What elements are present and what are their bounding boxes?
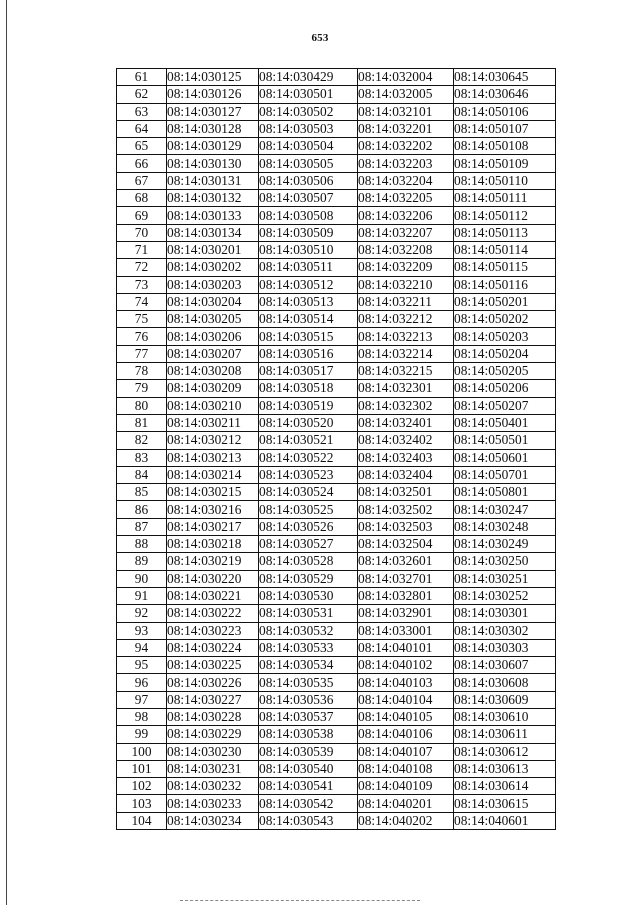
table-row (117, 691, 556, 708)
table-row (117, 311, 556, 328)
row-number-cell: 64 (117, 120, 167, 137)
row-number-cell: 73 (117, 276, 167, 293)
table-row (117, 657, 556, 674)
cadastral-code-cell: 08:14:032211 (358, 293, 454, 310)
table-row (117, 397, 556, 414)
cadastral-code-cell: 08:14:030211 (167, 414, 259, 431)
cadastral-code-cell: 08:14:030221 (167, 587, 259, 604)
cadastral-code-cell: 08:14:032402 (358, 432, 454, 449)
table-row (117, 224, 556, 241)
row-number-cell: 99 (117, 726, 167, 743)
cadastral-code-cell: 08:14:030134 (167, 224, 259, 241)
cadastral-code-cell: 08:14:030503 (259, 120, 358, 137)
row-number-cell: 68 (117, 190, 167, 207)
cadastral-code-cell: 08:14:030608 (454, 674, 556, 691)
row-number-cell: 96 (117, 674, 167, 691)
cadastral-code-cell: 08:14:030218 (167, 536, 259, 553)
cadastral-code-cell: 08:14:032501 (358, 484, 454, 501)
cadastral-code-cell: 08:14:030125 (167, 69, 259, 86)
cadastral-code-cell: 08:14:030517 (259, 363, 358, 380)
cadastral-code-cell: 08:14:030224 (167, 639, 259, 656)
cadastral-code-cell: 08:14:030212 (167, 432, 259, 449)
cadastral-code-cell: 08:14:030210 (167, 397, 259, 414)
row-number-cell: 90 (117, 570, 167, 587)
cadastral-code-cell: 08:14:050109 (454, 155, 556, 172)
cadastral-code-cell: 08:14:050601 (454, 449, 556, 466)
page-left-border (6, 0, 7, 905)
cadastral-code-cell: 08:14:030302 (454, 622, 556, 639)
cadastral-code-cell: 08:14:032504 (358, 536, 454, 553)
cadastral-code-cell: 08:14:050801 (454, 484, 556, 501)
table-row (117, 674, 556, 691)
cadastral-code-cell: 08:14:040105 (358, 708, 454, 725)
cadastral-code-cell: 08:14:030607 (454, 657, 556, 674)
row-number-cell: 86 (117, 501, 167, 518)
table-row (117, 69, 556, 86)
row-number-cell: 100 (117, 743, 167, 760)
cadastral-code-cell: 08:14:030217 (167, 518, 259, 535)
cadastral-code-cell: 08:14:030522 (259, 449, 358, 466)
cadastral-code-cell: 08:14:030131 (167, 172, 259, 189)
table-row (117, 190, 556, 207)
table-row (117, 812, 556, 829)
table-row (117, 241, 556, 258)
cadastral-code-cell: 08:14:050107 (454, 120, 556, 137)
cadastral-code-cell: 08:14:030220 (167, 570, 259, 587)
cadastral-code-cell: 08:14:030230 (167, 743, 259, 760)
cadastral-code-cell: 08:14:030225 (167, 657, 259, 674)
row-number-cell: 69 (117, 207, 167, 224)
cadastral-code-cell: 08:14:032502 (358, 501, 454, 518)
row-number-cell: 72 (117, 259, 167, 276)
cadastral-code-cell: 08:14:030512 (259, 276, 358, 293)
row-number-cell: 77 (117, 345, 167, 362)
cadastral-code-cell: 08:14:030219 (167, 553, 259, 570)
cadastral-code-cell: 08:14:030429 (259, 69, 358, 86)
cadastral-code-cell: 08:14:030223 (167, 622, 259, 639)
cadastral-code-cell: 08:14:032207 (358, 224, 454, 241)
cadastral-code-cell: 08:14:030222 (167, 605, 259, 622)
cadastral-code-cell: 08:14:030252 (454, 587, 556, 604)
row-number-cell: 91 (117, 587, 167, 604)
cadastral-code-cell: 08:14:032403 (358, 449, 454, 466)
cadastral-code-cell: 08:14:030502 (259, 103, 358, 120)
cadastral-code-cell: 08:14:050112 (454, 207, 556, 224)
row-number-cell: 82 (117, 432, 167, 449)
cadastral-code-cell: 08:14:030248 (454, 518, 556, 535)
table-row (117, 345, 556, 362)
row-number-cell: 62 (117, 86, 167, 103)
cadastral-code-cell: 08:14:030132 (167, 190, 259, 207)
cadastral-code-cell: 08:14:050106 (454, 103, 556, 120)
row-number-cell: 78 (117, 363, 167, 380)
cadastral-code-cell: 08:14:030539 (259, 743, 358, 760)
cadastral-code-cell: 08:14:030516 (259, 345, 358, 362)
cadastral-code-cell: 08:14:030612 (454, 743, 556, 760)
cadastral-code-cell: 08:14:032214 (358, 345, 454, 362)
cadastral-code-cell: 08:14:030533 (259, 639, 358, 656)
cadastral-code-cell: 08:14:050113 (454, 224, 556, 241)
table-row (117, 380, 556, 397)
table-row (117, 726, 556, 743)
row-number-cell: 98 (117, 708, 167, 725)
cadastral-code-cell: 08:14:030206 (167, 328, 259, 345)
cadastral-code-cell: 08:14:030215 (167, 484, 259, 501)
cadastral-code-cell: 08:14:032208 (358, 241, 454, 258)
cadastral-code-cell: 08:14:040109 (358, 778, 454, 795)
cadastral-code-cell: 08:14:032203 (358, 155, 454, 172)
cadastral-code-cell: 08:14:030128 (167, 120, 259, 137)
cadastral-code-cell: 08:14:030540 (259, 760, 358, 777)
row-number-cell: 102 (117, 778, 167, 795)
cadastral-code-cell: 08:14:030510 (259, 241, 358, 258)
cadastral-code-cell: 08:14:030501 (259, 86, 358, 103)
row-number-cell: 95 (117, 657, 167, 674)
cadastral-code-cell: 08:14:030303 (454, 639, 556, 656)
cadastral-code-cell: 08:14:050202 (454, 311, 556, 328)
cadastral-code-cell: 08:14:050201 (454, 293, 556, 310)
cadastral-code-cell: 08:14:050115 (454, 259, 556, 276)
cadastral-code-cell: 08:14:030233 (167, 795, 259, 812)
cadastral-code-cell: 08:14:030514 (259, 311, 358, 328)
table-row (117, 466, 556, 483)
row-number-cell: 61 (117, 69, 167, 86)
cadastral-code-cell: 08:14:030207 (167, 345, 259, 362)
cadastral-code-cell: 08:14:030507 (259, 190, 358, 207)
cadastral-code-cell: 08:14:050401 (454, 414, 556, 431)
table-row (117, 587, 556, 604)
cadastral-code-cell: 08:14:030646 (454, 86, 556, 103)
table-row (117, 778, 556, 795)
row-number-cell: 67 (117, 172, 167, 189)
cadastral-code-cell: 08:14:030615 (454, 795, 556, 812)
table-row (117, 605, 556, 622)
cadastral-code-cell: 08:14:050116 (454, 276, 556, 293)
cadastral-code-cell: 08:14:032701 (358, 570, 454, 587)
page-number: 653 (311, 32, 329, 44)
cadastral-code-cell: 08:14:032801 (358, 587, 454, 604)
row-number-cell: 75 (117, 311, 167, 328)
cadastral-code-cell: 08:14:032404 (358, 466, 454, 483)
table-row (117, 432, 556, 449)
cadastral-code-cell: 08:14:032004 (358, 69, 454, 86)
cadastral-code-cell: 08:14:030535 (259, 674, 358, 691)
cadastral-code-cell: 08:14:040104 (358, 691, 454, 708)
table-row (117, 86, 556, 103)
cadastral-code-cell: 08:14:050206 (454, 380, 556, 397)
cadastral-code-cell: 08:14:030232 (167, 778, 259, 795)
table-row (117, 743, 556, 760)
cadastral-code-cell: 08:14:030214 (167, 466, 259, 483)
table-row (117, 708, 556, 725)
cadastral-code-cell: 08:14:030216 (167, 501, 259, 518)
cadastral-code-cell: 08:14:033001 (358, 622, 454, 639)
table-row (117, 536, 556, 553)
cadastral-code-cell: 08:14:030226 (167, 674, 259, 691)
row-number-cell: 85 (117, 484, 167, 501)
cadastral-code-cell: 08:14:032201 (358, 120, 454, 137)
cadastral-code-cell: 08:14:030229 (167, 726, 259, 743)
cadastral-code-cell: 08:14:030521 (259, 432, 358, 449)
cadastral-code-cell: 08:14:030505 (259, 155, 358, 172)
cadastral-code-cell: 08:14:050207 (454, 397, 556, 414)
table-row (117, 120, 556, 137)
table-row (117, 363, 556, 380)
table-row (117, 795, 556, 812)
row-number-cell: 70 (117, 224, 167, 241)
cadastral-code-cell: 08:14:032503 (358, 518, 454, 535)
cadastral-code-cell: 08:14:030203 (167, 276, 259, 293)
cadastral-code-cell: 08:14:032901 (358, 605, 454, 622)
table-row (117, 207, 556, 224)
row-number-cell: 80 (117, 397, 167, 414)
cadastral-code-cell: 08:14:030611 (454, 726, 556, 743)
table-row (117, 553, 556, 570)
cadastral-code-cell: 08:14:032204 (358, 172, 454, 189)
cadastral-code-cell: 08:14:030247 (454, 501, 556, 518)
cadastral-code-cell: 08:14:040103 (358, 674, 454, 691)
cadastral-code-cell: 08:14:030205 (167, 311, 259, 328)
cadastral-code-cell: 08:14:030250 (454, 553, 556, 570)
cadastral-code-cell: 08:14:050110 (454, 172, 556, 189)
cadastral-code-cell: 08:14:030130 (167, 155, 259, 172)
cadastral-code-cell: 08:14:032209 (358, 259, 454, 276)
cadastral-code-cell: 08:14:030506 (259, 172, 358, 189)
table-row (117, 484, 556, 501)
cadastral-code-cell: 08:14:050204 (454, 345, 556, 362)
table-row (117, 138, 556, 155)
table-row (117, 760, 556, 777)
cadastral-code-cell: 08:14:030209 (167, 380, 259, 397)
cadastral-code-cell: 08:14:040101 (358, 639, 454, 656)
row-number-cell: 87 (117, 518, 167, 535)
cadastral-code-cell: 08:14:030526 (259, 518, 358, 535)
cadastral-code-cell: 08:14:032301 (358, 380, 454, 397)
cadastral-code-cell: 08:14:030543 (259, 812, 358, 829)
cadastral-code-cell: 08:14:030126 (167, 86, 259, 103)
cadastral-code-cell: 08:14:030613 (454, 760, 556, 777)
cadastral-code-cell: 08:14:030542 (259, 795, 358, 812)
page-bottom-border (180, 900, 420, 901)
cadastral-code-cell: 08:14:040102 (358, 657, 454, 674)
cadastral-code-cell: 08:14:040107 (358, 743, 454, 760)
row-number-cell: 84 (117, 466, 167, 483)
cadastral-code-cell: 08:14:030213 (167, 449, 259, 466)
cadastral-code-cell: 08:14:030228 (167, 708, 259, 725)
cadastral-code-cell: 08:14:030538 (259, 726, 358, 743)
cadastral-code-cell: 08:14:030529 (259, 570, 358, 587)
row-number-cell: 101 (117, 760, 167, 777)
cadastral-code-cell: 08:14:032302 (358, 397, 454, 414)
cadastral-code-cell: 08:14:030609 (454, 691, 556, 708)
cadastral-code-cell: 08:14:030234 (167, 812, 259, 829)
cadastral-code-cell: 08:14:030524 (259, 484, 358, 501)
cadastral-code-cell: 08:14:050114 (454, 241, 556, 258)
cadastral-code-cell: 08:14:030508 (259, 207, 358, 224)
cadastral-code-cell: 08:14:032213 (358, 328, 454, 345)
row-number-cell: 74 (117, 293, 167, 310)
cadastral-code-cell: 08:14:040202 (358, 812, 454, 829)
cadastral-code-cell: 08:14:032210 (358, 276, 454, 293)
table-row (117, 293, 556, 310)
cadastral-code-cell: 08:14:030531 (259, 605, 358, 622)
cadastral-code-cell: 08:14:030251 (454, 570, 556, 587)
row-number-cell: 83 (117, 449, 167, 466)
cadastral-code-cell: 08:14:030509 (259, 224, 358, 241)
cadastral-code-cell: 08:14:050501 (454, 432, 556, 449)
cadastral-code-cell: 08:14:032212 (358, 311, 454, 328)
cadastral-code-cell: 08:14:030527 (259, 536, 358, 553)
table-row (117, 449, 556, 466)
row-number-cell: 89 (117, 553, 167, 570)
cadastral-code-cell: 08:14:030523 (259, 466, 358, 483)
cadastral-code-cell: 08:14:030520 (259, 414, 358, 431)
cadastral-code-cell: 08:14:032202 (358, 138, 454, 155)
row-number-cell: 88 (117, 536, 167, 553)
cadastral-code-cell: 08:14:050111 (454, 190, 556, 207)
table-row (117, 328, 556, 345)
cadastral-code-cell: 08:14:030231 (167, 760, 259, 777)
cadastral-code-cell: 08:14:050108 (454, 138, 556, 155)
cadastral-code-cell: 08:14:040108 (358, 760, 454, 777)
row-number-cell: 94 (117, 639, 167, 656)
cadastral-code-cell: 08:14:032215 (358, 363, 454, 380)
cadastral-code-cell: 08:14:040601 (454, 812, 556, 829)
cadastral-code-cell: 08:14:040201 (358, 795, 454, 812)
cadastral-code-cell: 08:14:030528 (259, 553, 358, 570)
cadastral-code-cell: 08:14:030541 (259, 778, 358, 795)
cadastral-code-cell: 08:14:030301 (454, 605, 556, 622)
cadastral-code-cell: 08:14:040106 (358, 726, 454, 743)
cadastral-code-cell: 08:14:050203 (454, 328, 556, 345)
cadastral-code-cell: 08:14:050205 (454, 363, 556, 380)
row-number-cell: 79 (117, 380, 167, 397)
cadastral-code-cell: 08:14:030202 (167, 259, 259, 276)
cadastral-code-cell: 08:14:030133 (167, 207, 259, 224)
cadastral-code-cell: 08:14:030537 (259, 708, 358, 725)
cadastral-code-cell: 08:14:030532 (259, 622, 358, 639)
table-row (117, 103, 556, 120)
row-number-cell: 65 (117, 138, 167, 155)
row-number-cell: 92 (117, 605, 167, 622)
cadastral-code-cell: 08:14:030614 (454, 778, 556, 795)
cadastral-code-cell: 08:14:032101 (358, 103, 454, 120)
table-row (117, 155, 556, 172)
cadastral-code-cell: 08:14:030249 (454, 536, 556, 553)
table-row (117, 570, 556, 587)
cadastral-code-cell: 08:14:032206 (358, 207, 454, 224)
table-row (117, 622, 556, 639)
cadastral-code-cell: 08:14:030504 (259, 138, 358, 155)
row-number-cell: 66 (117, 155, 167, 172)
cadastral-code-cell: 08:14:030645 (454, 69, 556, 86)
row-number-cell: 71 (117, 241, 167, 258)
cadastral-code-cell: 08:14:032005 (358, 86, 454, 103)
cadastral-code-cell: 08:14:030204 (167, 293, 259, 310)
row-number-cell: 103 (117, 795, 167, 812)
table-row (117, 414, 556, 431)
row-number-cell: 81 (117, 414, 167, 431)
cadastral-code-cell: 08:14:030536 (259, 691, 358, 708)
cadastral-code-cell: 08:14:030129 (167, 138, 259, 155)
cadastral-code-cell: 08:14:030519 (259, 397, 358, 414)
cadastral-code-cell: 08:14:030534 (259, 657, 358, 674)
cadastral-code-cell: 08:14:030227 (167, 691, 259, 708)
table-row (117, 501, 556, 518)
table-body (117, 69, 556, 830)
cadastral-code-cell: 08:14:030515 (259, 328, 358, 345)
cadastral-code-cell: 08:14:030525 (259, 501, 358, 518)
table-row (117, 276, 556, 293)
row-number-cell: 63 (117, 103, 167, 120)
cadastral-code-cell: 08:14:050701 (454, 466, 556, 483)
table-row (117, 518, 556, 535)
row-number-cell: 76 (117, 328, 167, 345)
cadastral-number-table (116, 68, 556, 830)
cadastral-code-cell: 08:14:030201 (167, 241, 259, 258)
cadastral-code-cell: 08:14:032601 (358, 553, 454, 570)
row-number-cell: 93 (117, 622, 167, 639)
cadastral-code-cell: 08:14:030208 (167, 363, 259, 380)
table-row (117, 172, 556, 189)
row-number-cell: 97 (117, 691, 167, 708)
cadastral-code-cell: 08:14:030513 (259, 293, 358, 310)
cadastral-code-cell: 08:14:030511 (259, 259, 358, 276)
cadastral-code-cell: 08:14:030610 (454, 708, 556, 725)
cadastral-code-cell: 08:14:030518 (259, 380, 358, 397)
cadastral-code-cell: 08:14:032205 (358, 190, 454, 207)
cadastral-code-cell: 08:14:030530 (259, 587, 358, 604)
cadastral-code-cell: 08:14:032401 (358, 414, 454, 431)
table-row (117, 639, 556, 656)
row-number-cell: 104 (117, 812, 167, 829)
table-row (117, 259, 556, 276)
cadastral-code-cell: 08:14:030127 (167, 103, 259, 120)
